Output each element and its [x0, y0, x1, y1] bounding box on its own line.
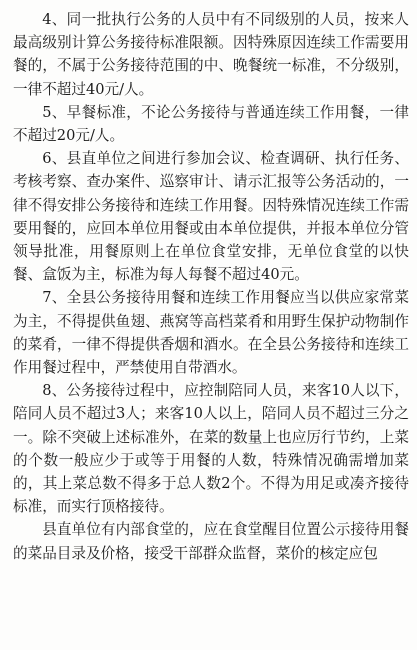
document-body — [13, 8, 409, 565]
paragraph-item-6: 6、县直单位之间进行参加会议、检查调研、执行任务、考核考察、查办案件、巡察审计、请示汇报等公务活动的，一律不得安排公务接待和连续工作用餐。因特殊情况连续工作需要用餐的，应回本单位用餐或由本单位提供，并报本单位分管领导批准，用餐原则上在单位食堂安排，无单位食堂的以快餐、盒饭为主，标准为每人每餐不超过40元。 — [13, 150, 409, 284]
paragraph-item-5: 5、早餐标准，不论公务接待与普通连续工作用餐，一律不超过20元/人。 — [13, 103, 409, 145]
paragraph-item-8: 8、公务接待过程中，应控制陪同人员，来客10人以下，陪同人员不超过3人；来客10人以上，陪同人员不超过三分之一。除不突破上述标准外，在菜的数量上也应厉行节约，上菜的个数一般应少于或等于用餐的人数，特殊情况确需增加菜的，其上菜总数不得多于总人数2个。不得为用足或凑齐接待标准，而实行顶格接待。 — [13, 382, 409, 516]
paragraph-canteen-notice: 县直单位有内部食堂的，应在食堂醒目位置公示接待用餐的菜品目录及价格，接受干部群众监督，菜价的核定应包 — [13, 521, 409, 562]
paragraph-item-4: 4、同一批执行公务的人员中有不同级别的人员，按来人最高级别计算公务接待标准限额。因特殊原因连续工作需要用餐的，不属于公务接待范围的中、晚餐统一标准，不分级别，一律不超过40元/人。 — [13, 11, 409, 98]
paragraph-item-7: 7、全县公务接待用餐和连续工作用餐应当以供应家常菜为主，不得提供鱼翅、燕窝等高档菜肴和用野生保护动物制作的菜肴，一律不得提供香烟和酒水。在全县公务接待和连续工作用餐过程中，严禁使用自带酒水。 — [13, 289, 409, 377]
